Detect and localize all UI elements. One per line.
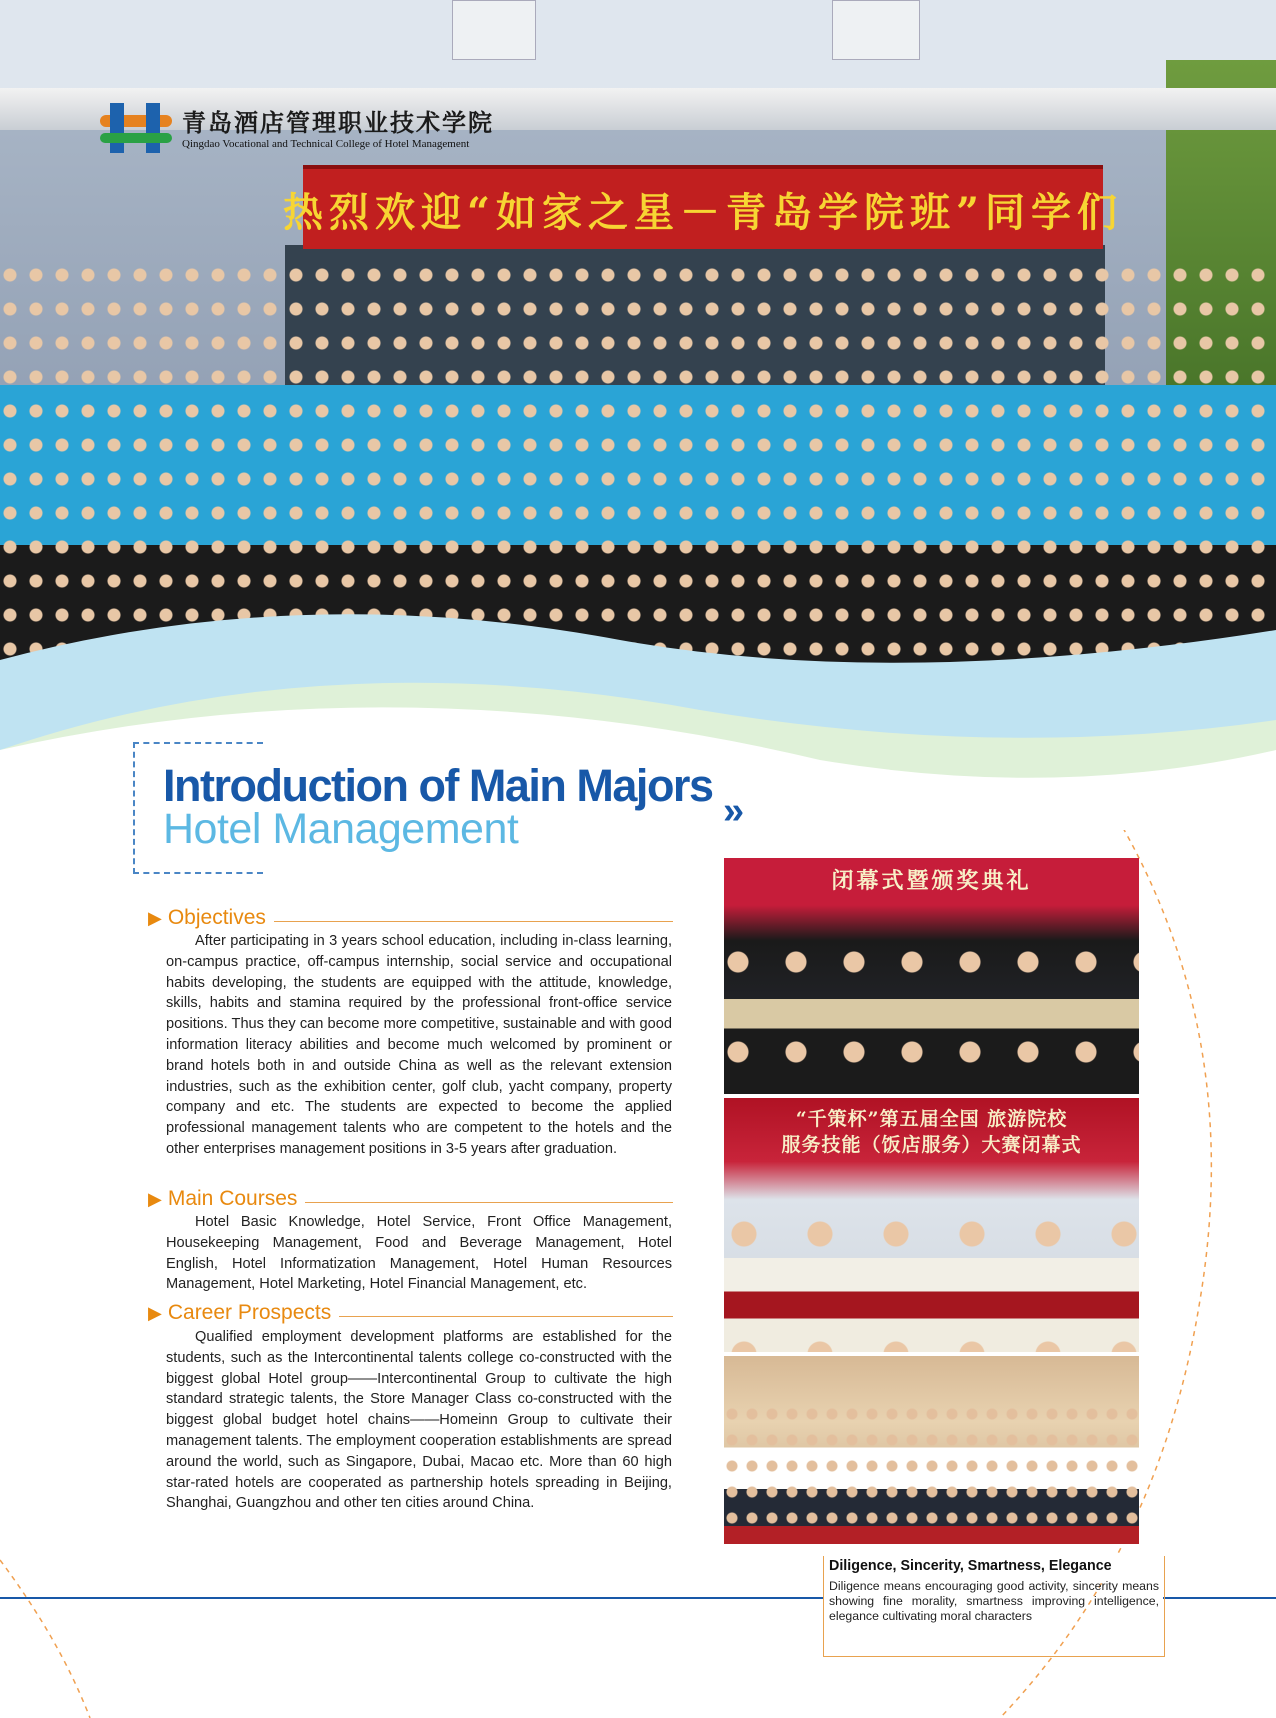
- photo2-people: [724, 1218, 1139, 1352]
- heading-rule: [274, 921, 673, 922]
- heading-rule: [305, 1202, 673, 1203]
- objectives-text: After participating in 3 years school education, including in-class learning, on-campus practice, off-campus internship, social service and occupational habits developing, the students are equipped with the attitude, knowledge, skills, habits and stamina required by the professional front-office service positions. Thus they can become more competitive, sustainable and with good information literacy abilities and become much welcomed by prominent or brand hotels both in and outside China as well as the relevant extension industries, such as the exhibition center, golf club, yacht company, property company and etc. The students are expected to become the applied professional management talents who are competent to the hotels and the other enterprises management positions in 3-5 years after graduation.: [166, 933, 672, 1157]
- objectives-heading: [148, 906, 673, 930]
- motto-title: Diligence, Sincerity, Smartness, Elegance: [829, 1558, 1112, 1574]
- photo3-carpet: [724, 1526, 1139, 1544]
- college-logo-icon: [100, 103, 172, 153]
- triangle-bullet-icon: ▶: [148, 907, 162, 928]
- career-text: Qualified employment development platforms are established for the students, such as the Intercontinental talents college co-constructed with the biggest global Hotel group——Intercontinental Group to cultivate the high standard strategic talents, the Store Manager Class co-constructed with the biggest global budget hotel chains——Homeinn Group to cultivate their management talents. The employment cooperation establishments are spread around the world, such as Singapore, Dubai, Macao etc. More than 60 high star-rated hotels are cooperated as partnership hotels spreading in Beijing, Shanghai, Guangzhou and other ten cities around China.: [166, 1329, 672, 1512]
- welcome-banner: 热烈欢迎“如家之星－青岛学院班”同学们: [303, 165, 1103, 249]
- page-subtitle: Hotel Management: [163, 805, 519, 853]
- double-chevron-icon: »: [723, 790, 745, 832]
- motto-text: Diligence means encouraging good activity, sincerity means showing fine morality, smartness improving intelligence, elegance cultivating moral characters: [829, 1579, 1159, 1623]
- page-title: Introduction of Main Majors: [163, 760, 713, 811]
- courses-heading: [148, 1187, 673, 1211]
- objectives-label: Objectives: [167, 906, 266, 929]
- heading-rule: [339, 1316, 673, 1317]
- career-heading: [148, 1301, 673, 1325]
- logo-chinese-name: 青岛酒店管理职业技术学院: [182, 108, 494, 137]
- photo2-banner-text: “千策杯”第五届全国 旅游院校 服务技能（饭店服务）大赛闭幕式: [781, 1108, 1082, 1156]
- triangle-bullet-icon: ▶: [148, 1188, 162, 1209]
- group-meeting-photo: [724, 1356, 1139, 1544]
- award-ceremony-photo: [724, 858, 1139, 1094]
- courses-text: Hotel Basic Knowledge, Hotel Service, Front Office Management, Housekeeping Management, Food and Beverage Management, Hotel English, Hotel Informatization Management, Hotel Human Resources Management, Hotel Marketing, Hotel Financial Management, etc.: [166, 1214, 672, 1293]
- college-logo: [100, 103, 494, 153]
- air-conditioner-unit: [452, 0, 536, 60]
- photo1-banner-text: 闭幕式暨颁奖典礼: [831, 868, 1032, 894]
- career-label: Career Prospects: [167, 1301, 332, 1324]
- triangle-bullet-icon: ▶: [148, 1302, 162, 1323]
- footer-rule: [1163, 1597, 1276, 1599]
- air-conditioner-unit: [832, 0, 920, 60]
- photo1-people: [724, 948, 1139, 1094]
- photo3-people: [724, 1406, 1139, 1544]
- motto-box: [823, 1556, 1165, 1657]
- logo-english-name: Qingdao Vocational and Technical College of Hotel Management: [182, 138, 470, 150]
- photo-sky: [0, 0, 1276, 90]
- footer-rule: [0, 1597, 823, 1599]
- competition-closing-photo: [724, 1098, 1139, 1352]
- courses-label: Main Courses: [167, 1187, 298, 1210]
